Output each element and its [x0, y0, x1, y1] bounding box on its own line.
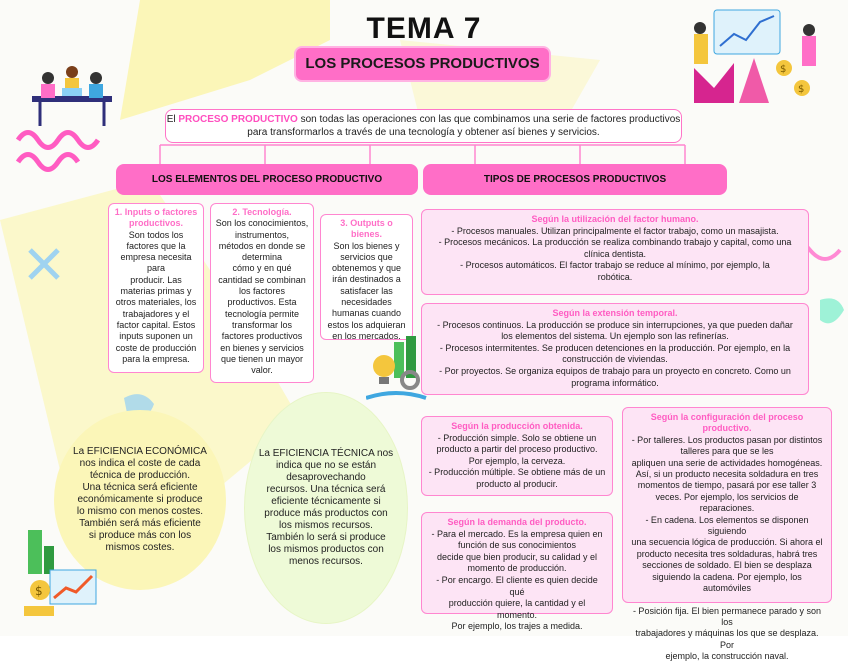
type-demand: Según la demanda del producto. - Para el mercado. Es la empresa quien en función de sus conocimientos decide que bien producir, su calidad y el momento de producción. - Por encargo. El cliente es quien decide qué producción quiere, la cantidad y el momento. Por ejemplo, los trajes a medida. — [421, 512, 613, 614]
team-meeting-illustration — [22, 60, 122, 130]
type-human-factor-heading: Según la utilización del factor humano. — [531, 214, 699, 224]
element-outputs — [320, 214, 413, 340]
type-temporal-heading: Según la extensión temporal. — [552, 308, 678, 318]
type-temporal: Según la extensión temporal. - Procesos continuos. La producción se produce sin interrupciones, ya que pueden dañar los elementos del sistema. Un ejemplo son las refinerías. - Procesos intermitentes. Se producen detenciones en la producción. Por ejemplo, en la construcción de viviendas. - Por proyectos. Se organiza equipos de trabajo para un proyecto en concreto. Como un programa informático. — [421, 303, 809, 395]
intro-line-2: para transformarlos a través de una tecnología y obtener así bienes y servicios. — [247, 127, 600, 138]
type-output-heading: Según la producción obtenida. — [451, 421, 583, 431]
intro-line-1: El PROCESO PRODUCTIVO son todas las operaciones con las que combinamos una serie de factores productivos — [166, 114, 681, 125]
type-output: Según la producción obtenida. - Producción simple. Solo se obtiene un producto a partir del proceso productivo. Por ejemplo, la cerveza. - Producción múltiple. Se obtiene más de un producto al producir. — [421, 416, 613, 496]
element-technology-heading: 2. Tecnología. — [232, 207, 292, 217]
technical-efficiency-oval — [244, 392, 408, 624]
element-inputs-heading: 1. Inputs o factores productivos. — [114, 207, 198, 229]
element-inputs-body: Son todos los factores que la empresa necesita para producir. Las materias primas y otros materiales, los trabajadores y el factor capital. Estos inputs suponen un coste de producción para la empresa. — [115, 229, 197, 364]
page-title: TEMA 7 — [366, 12, 482, 45]
finance-chart-icon — [20, 526, 102, 618]
svg-text:$: $ — [35, 584, 43, 598]
type-demand-heading: Según la demanda del producto. — [447, 517, 587, 527]
intro-highlight: PROCESO PRODUCTIVO — [178, 114, 298, 125]
intro-box — [165, 109, 682, 143]
svg-text:$: $ — [780, 64, 787, 75]
business-growth-illustration — [684, 8, 834, 108]
type-configuration: Según la configuración del proceso productivo. - Por talleres. Los productos pasan por distintos talleres para que se les apliquen una serie de actividades homogéneas. Así, si un producto necesita soldadura en tres momentos de tiempo, pasará por ese taller 3 veces. Por ejemplo, los servicios de reparaciones. - En cadena. Los elementos se disponen siguiendo una secuencia lógica de producción. Si ahora el producto necesita tres soldaduras, habrá tres secciones de soldado. El bien se desplaza siguiendo la cadena. Por ejemplo, los automóviles - Posición fija. El bien permanece parado y son los trabajadores y máquinas los que se desplaza. Por ejemplo, la construcción naval. — [622, 407, 832, 603]
page-subtitle: LOS PROCESOS PRODUCTIVOS — [296, 48, 549, 80]
element-outputs-body: Son los bienes y servicios que obtenemos y que irán destinados a satisfacer las necesidades humanas cuando estos los adquieran en los mercados. — [327, 240, 406, 341]
technical-efficiency-text: La EFICIENCIA TÉCNICA nos indica que no se están desaprovechando recursos. Una técnica será eficiente técnicamente si produce más productos con los mismos recursos. También lo será si produce los mismos productos con menos recursos. — [258, 448, 394, 567]
element-technology — [210, 203, 314, 383]
types-header: TIPOS DE PROCESOS PRODUCTIVOS — [423, 164, 727, 195]
type-configuration-heading: Según la configuración del proceso productivo. — [650, 412, 804, 434]
elements-header: LOS ELEMENTOS DEL PROCESO PRODUCTIVO — [116, 164, 418, 195]
economic-efficiency-text: La EFICIENCIA ECONÓMICA nos indica el coste de cada técnica de producción. Una técnica será eficiente económicamente si produce lo mismo con menos costes. También será más eficiente si produce más con los mismos costes. — [73, 446, 207, 553]
element-technology-body: Son los conocimientos, instrumentos, métodos en donde se determina cómo y en qué cantidad se combinan los factores productivos. Esta tecnología permite transformar los factores productivos en bienes y servicios que tienen un mayor valor. — [215, 218, 309, 376]
lightbulb-idea-icon — [366, 336, 430, 410]
type-human-factor: Según la utilización del factor humano. - Procesos manuales. Utilizan principalmente el factor trabajo, como un masajista. - Procesos mecánicos. La producción se realiza combinando trabajo y capital, como una clínica dentista. - Procesos automáticos. El factor trabajo se reduce al mínimo, por ejemplo, la robótica. — [421, 209, 809, 295]
svg-text:$: $ — [798, 84, 805, 95]
element-inputs — [108, 203, 204, 373]
element-outputs-heading: 3. Outputs o bienes. — [340, 218, 393, 240]
